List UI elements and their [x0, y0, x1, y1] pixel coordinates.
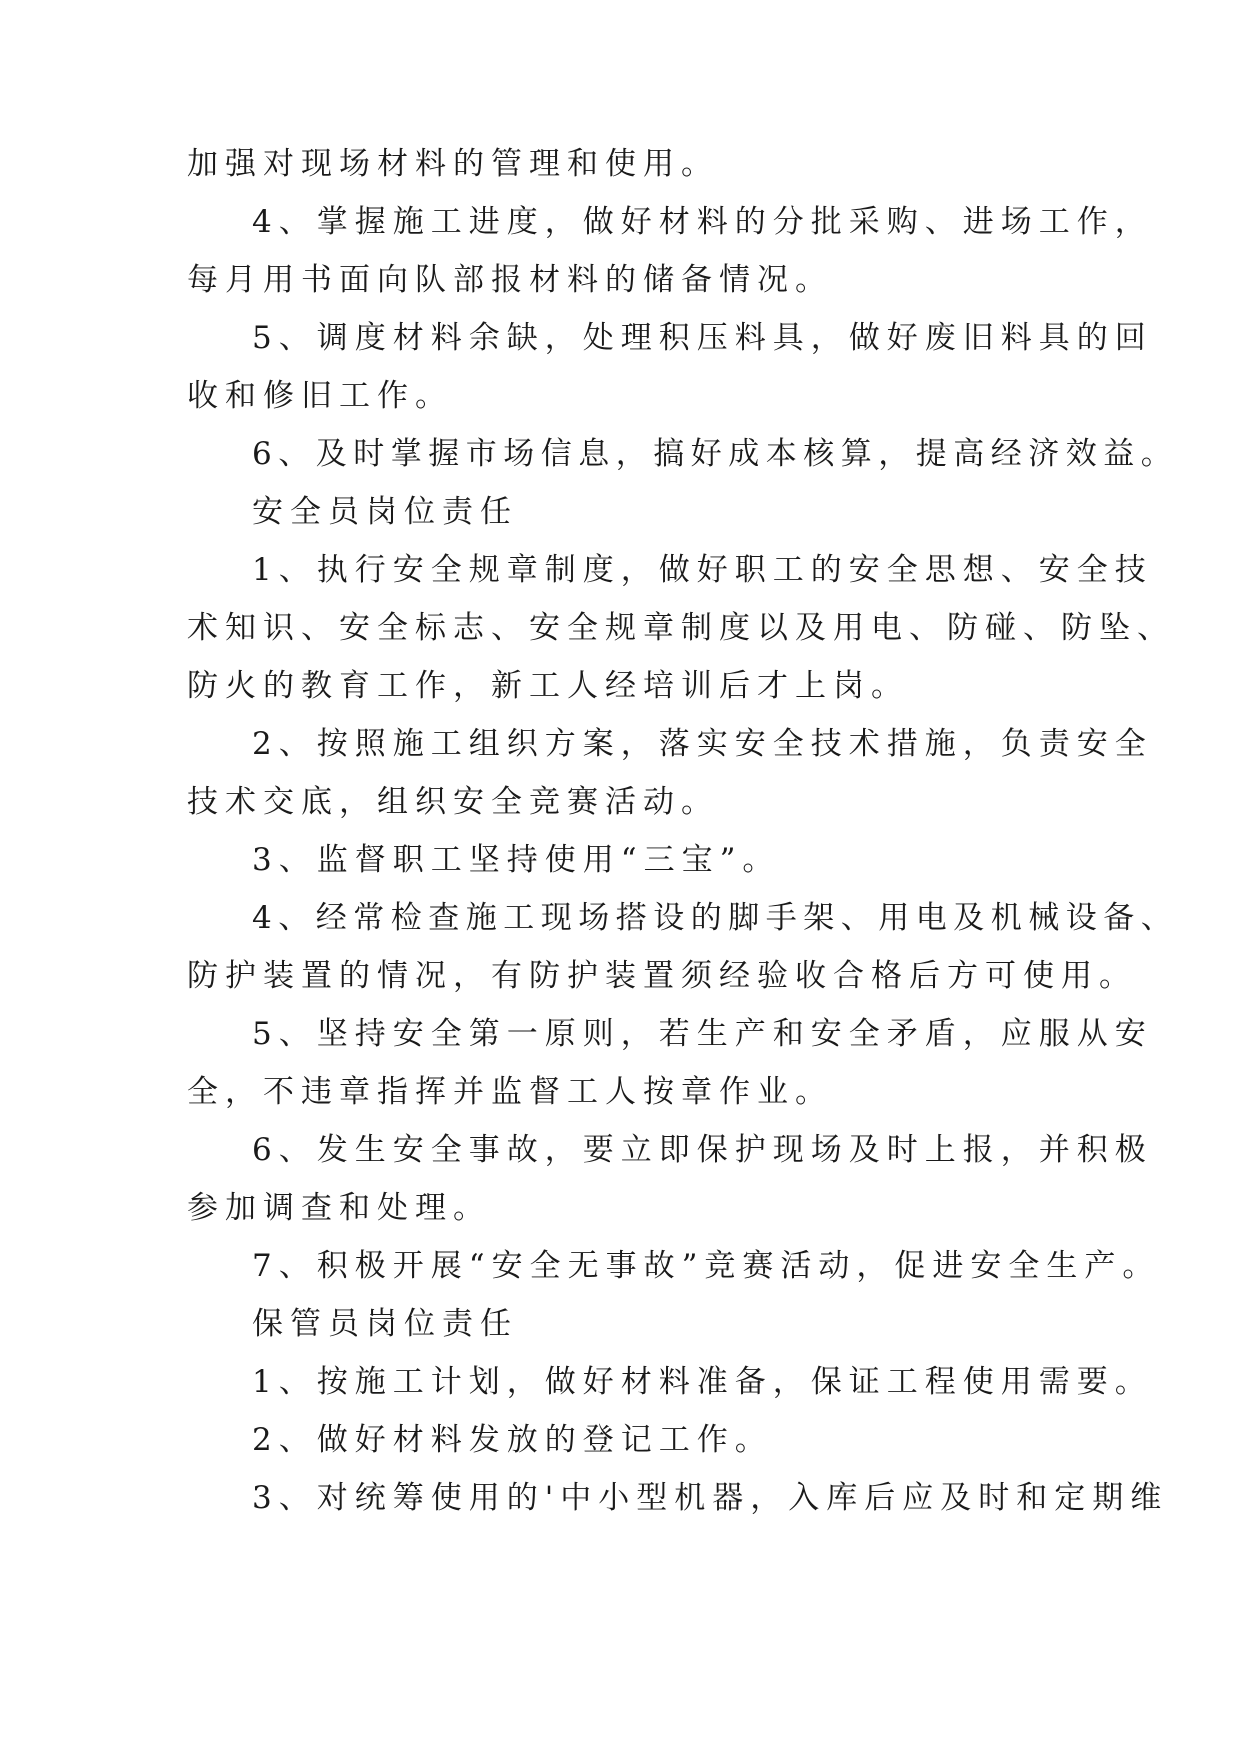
- list-item-line: 2、做好材料发放的登记工作。: [252, 1422, 773, 1458]
- section-heading: 安全员岗位责任: [252, 494, 518, 530]
- list-item-line: 6、及时掌握市场信息，搞好成本核算，提高经济效益。: [252, 436, 1179, 472]
- list-item-line: 1、按施工计划，做好材料准备，保证工程使用需要。: [252, 1364, 1153, 1400]
- list-item-line: 3、监督职工坚持使用“三宝”。: [252, 842, 781, 878]
- list-item-line: 5、坚持安全第一原则，若生产和安全矛盾，应服从安: [252, 1016, 1153, 1052]
- list-item-line: 2、按照施工组织方案，落实安全技术措施，负责安全: [252, 726, 1153, 762]
- body-text-line: 收和修旧工作。: [187, 378, 453, 414]
- body-text-line: 每月用书面向队部报材料的储备情况。: [187, 262, 833, 298]
- list-item-line: 3、对统筹使用的'中小型机器，入库后应及时和定期维: [252, 1480, 1169, 1516]
- section-heading: 保管员岗位责任: [252, 1306, 518, 1342]
- body-text-line: 全，不违章指挥并监督工人按章作业。: [187, 1074, 833, 1110]
- body-text-line: 技术交底，组织安全竞赛活动。: [187, 784, 719, 820]
- list-item-line: 6、发生安全事故，要立即保护现场及时上报，并积极: [252, 1132, 1153, 1168]
- list-item-line: 4、掌握施工进度，做好材料的分批采购、进场工作，: [252, 204, 1153, 240]
- body-text-line: 防火的教育工作，新工人经培训后才上岗。: [187, 668, 909, 704]
- list-item-line: 5、调度材料余缺，处理积压料具，做好废旧料具的回: [252, 320, 1153, 356]
- list-item-line: 4、经常检查施工现场搭设的脚手架、用电及机械设备、: [252, 900, 1179, 936]
- list-item-line: 1、执行安全规章制度，做好职工的安全思想、安全技: [252, 552, 1153, 588]
- body-text-line: 加强对现场材料的管理和使用。: [187, 146, 719, 182]
- body-text-line: 术知识、安全标志、安全规章制度以及用电、防碰、防坠、: [187, 610, 1175, 646]
- body-text-line: 参加调查和处理。: [187, 1190, 491, 1226]
- list-item-line: 7、积极开展“安全无事故”竞赛活动，促进安全生产。: [252, 1248, 1161, 1284]
- body-text-line: 防护装置的情况，有防护装置须经验收合格后方可使用。: [187, 958, 1137, 994]
